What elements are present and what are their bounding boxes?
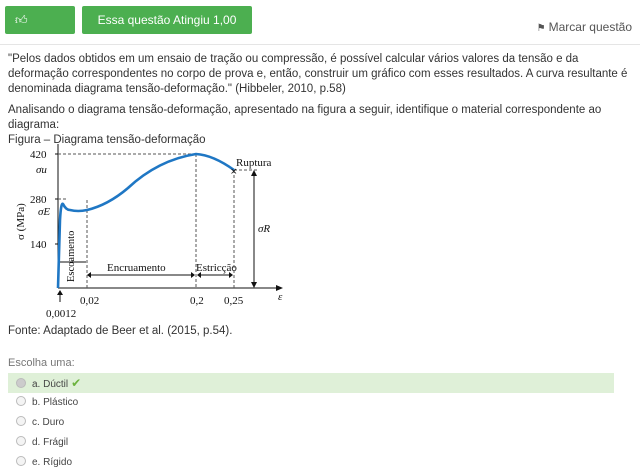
option-e[interactable] — [8, 453, 614, 473]
flag-icon: ⚑ — [536, 23, 546, 34]
zone-escoamento-label: Escoamento — [66, 230, 77, 282]
option-a[interactable] — [8, 373, 614, 393]
y-tick-420: 420 — [30, 149, 47, 161]
option-c[interactable] — [8, 413, 614, 433]
option-label: a. Dúctil — [32, 379, 69, 390]
sigma-u-label: σu — [36, 164, 47, 176]
flag-label: Marcar questão — [548, 20, 632, 34]
option-label: b. Plástico — [32, 397, 79, 408]
x-tick-0-02: 0,02 — [80, 295, 100, 307]
correct-badge — [5, 6, 75, 55]
answer-options — [8, 373, 614, 473]
radio-button[interactable] — [16, 436, 26, 446]
option-label: c. Duro — [32, 417, 65, 428]
zone-encruamento-label: Encruamento — [107, 262, 166, 274]
y-tick-140: 140 — [30, 239, 47, 251]
x-tick-0-2: 0,2 — [190, 295, 204, 307]
flag-question-link[interactable] — [537, 20, 632, 34]
grade-label: Essa questão Atingiu 1,00 de 1,00 — [97, 13, 237, 55]
option-label: e. Rígido — [32, 457, 73, 468]
stress-strain-diagram — [8, 140, 298, 320]
choices-prompt: Escolha uma: — [8, 357, 75, 369]
rupture-label: Ruptura — [236, 157, 272, 169]
grade-badge — [82, 6, 252, 55]
sigma-r-label: σR — [258, 223, 271, 235]
rupture-mark: × — [230, 167, 238, 177]
checkmark-icon: ✔ — [71, 376, 82, 390]
figure-source: Fonte: Adaptado de Beer et al. (2015, p.54). — [8, 325, 233, 337]
y-tick-280: 280 — [30, 194, 47, 206]
question-paragraph-1: "Pelos dados obtidos em um ensaio de tração ou compressão, é possível calcular vários valores da tensão e da deformação correspondentes no corpo de prova e, então, construir um gráfico com esses resultados. A curva resultante é denominada diagrama tensão-deformação." (Hibbeler, 2010, p.58) — [8, 53, 628, 95]
x-tick-0-0012: 0,0012 — [46, 308, 77, 320]
option-d[interactable] — [8, 433, 614, 453]
y-axis-label: σ (MPa) — [15, 203, 27, 240]
thumbs-up-icon: 👍︎ — [15, 13, 28, 27]
radio-button[interactable] — [16, 396, 26, 406]
option-label: d. Frágil — [32, 437, 69, 448]
radio-button[interactable] — [16, 378, 26, 388]
radio-button[interactable] — [16, 416, 26, 426]
x-tick-0-25: 0,25 — [224, 295, 244, 307]
zone-estriccao-label: Estricção — [196, 262, 237, 274]
divider — [0, 44, 640, 45]
question-paragraph-2: Analisando o diagrama tensão-deformação, apresentado na figura a seguir, identifique o material correspondente ao diagrama: — [8, 104, 602, 131]
radio-button[interactable] — [16, 456, 26, 466]
figure-caption: Figura – Diagrama tensão-deformação — [8, 134, 206, 146]
option-b[interactable] — [8, 393, 614, 413]
correct-label: Correto — [15, 41, 56, 55]
sigma-e-label: σE — [38, 206, 51, 218]
x-axis-label: ε — [278, 291, 283, 303]
question-text — [8, 52, 632, 154]
question-header — [0, 0, 640, 55]
